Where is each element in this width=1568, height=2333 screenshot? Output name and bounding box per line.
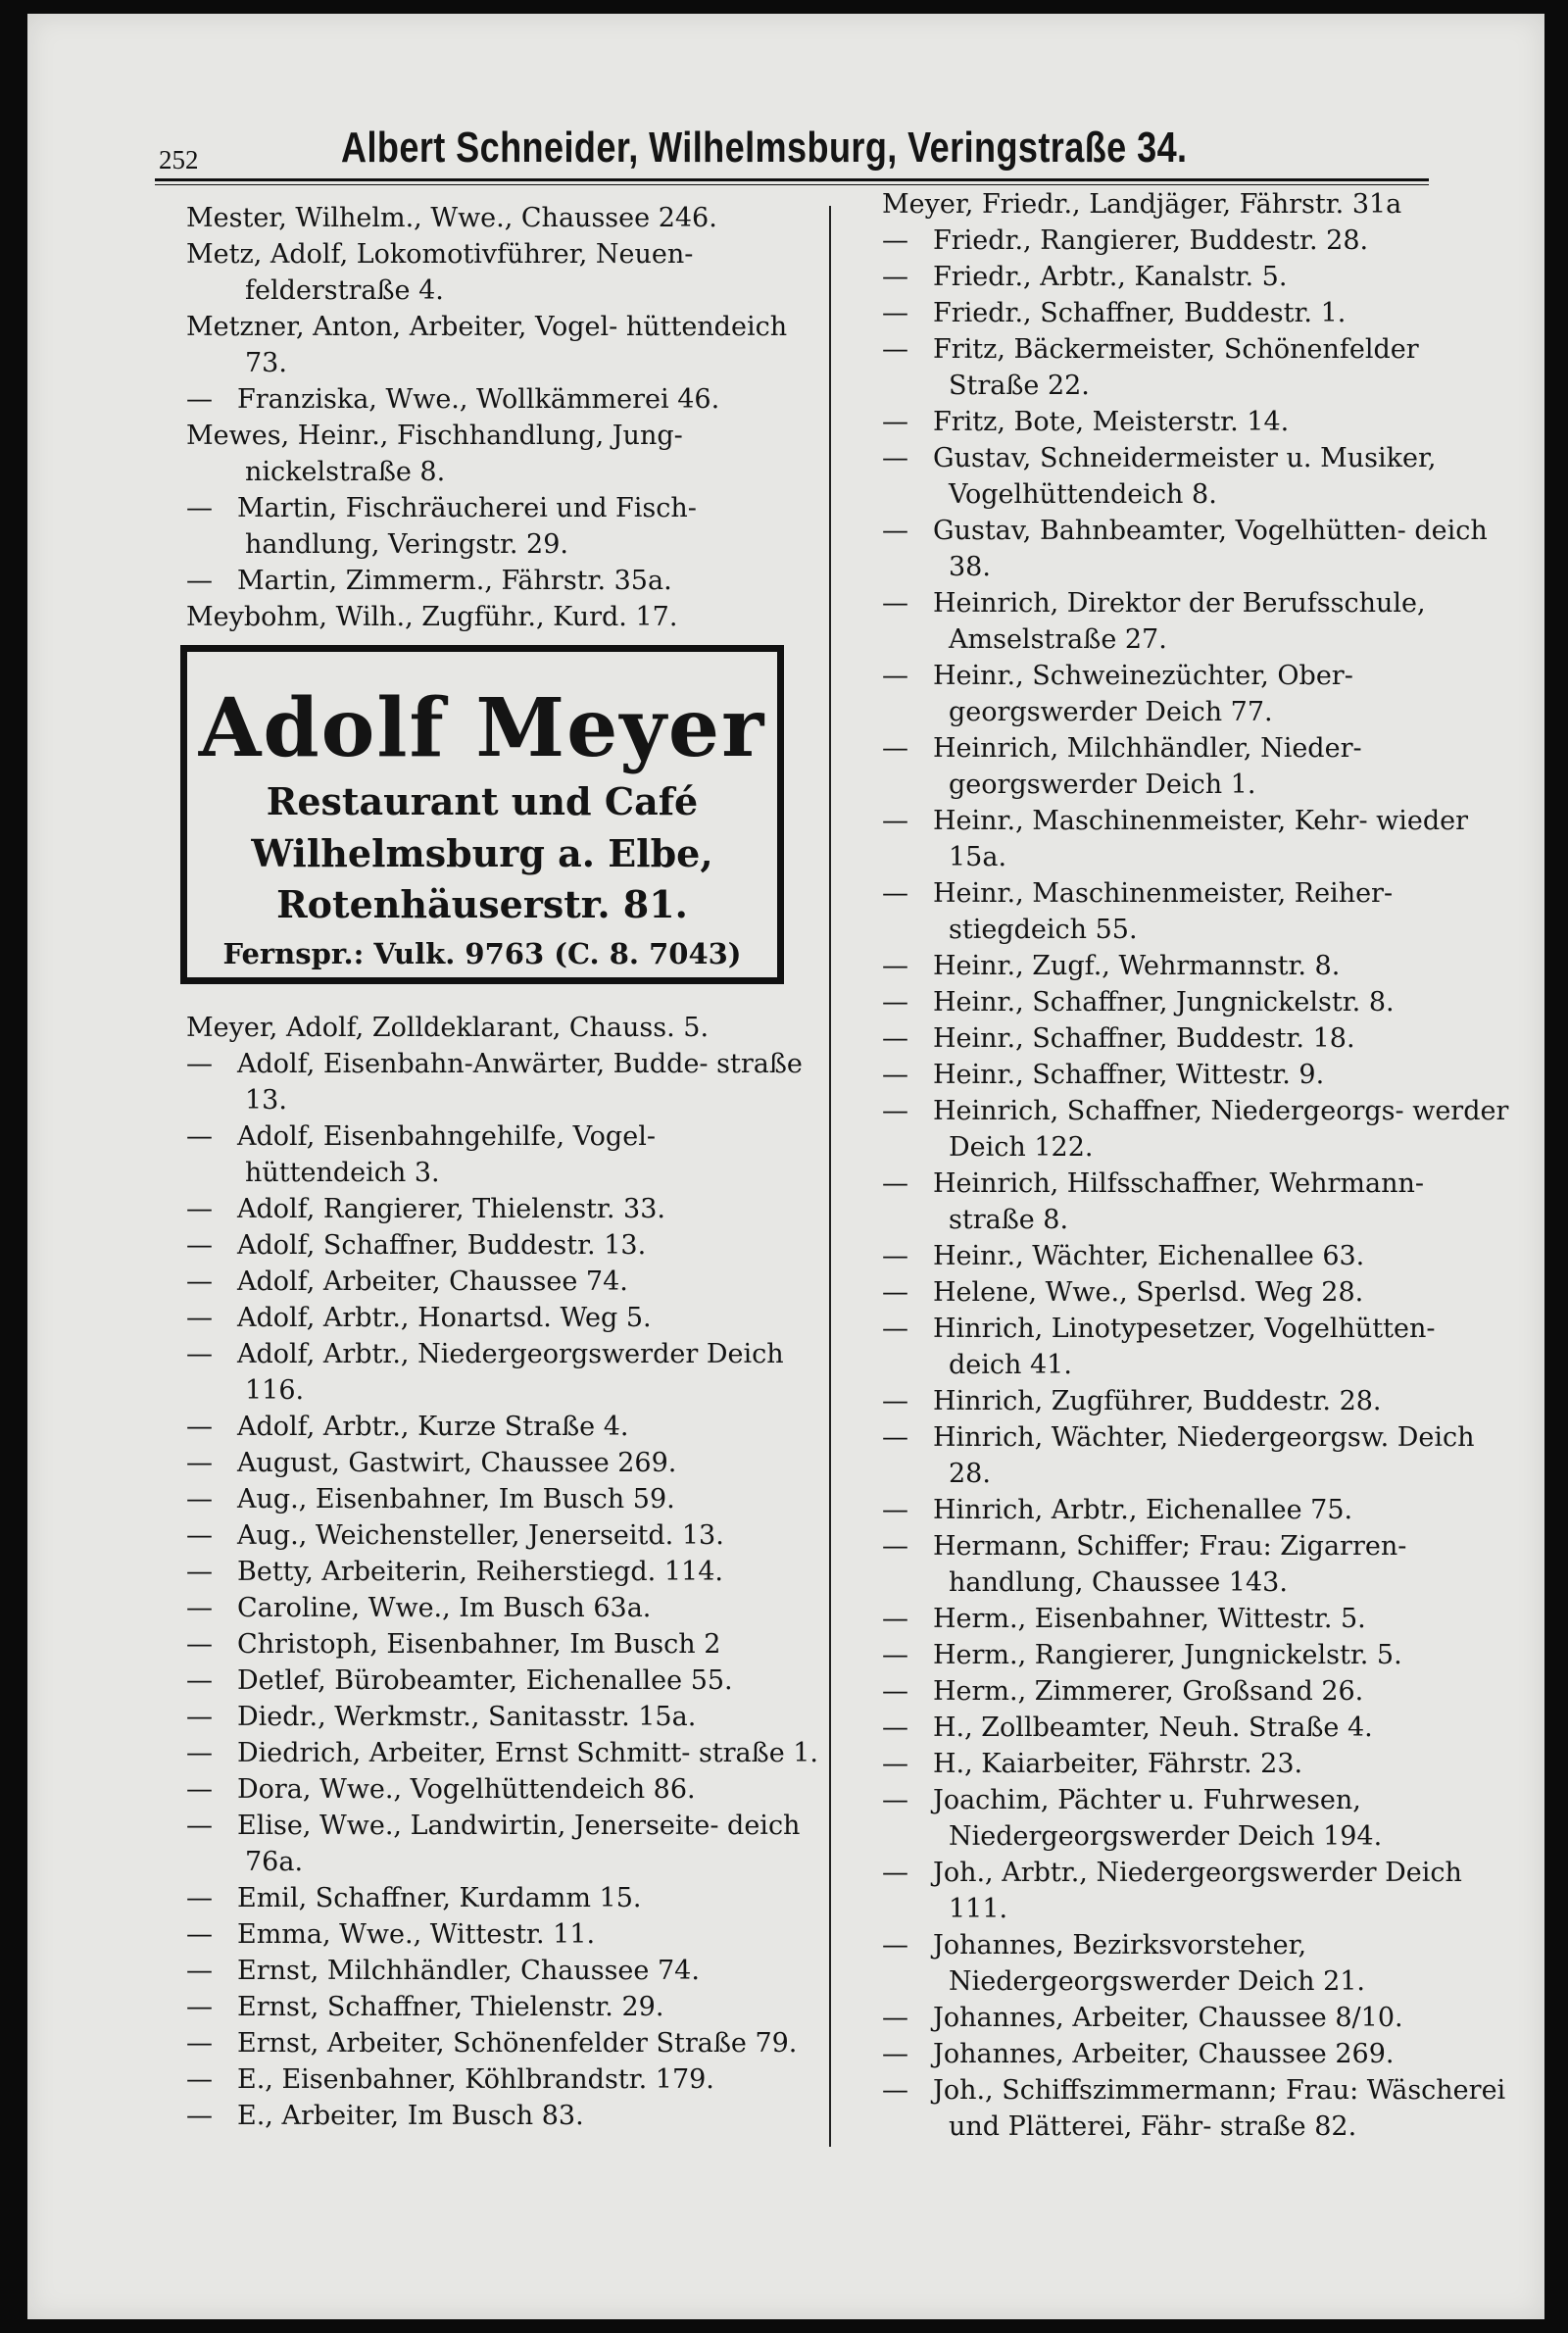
entry-text: Hinrich, Wächter, Niedergeorgsw. Deich 28. [933,1422,1475,1489]
directory-entry [882,803,1509,875]
repeat-dash: — [186,1049,213,1079]
repeat-dash: — [186,2101,213,2131]
entry-text: H., Zollbeamter, Neuh. Straße 4. [933,1713,1373,1743]
directory-entry [882,404,1509,440]
repeat-dash: — [882,733,908,764]
directory-entry [882,1020,1509,1057]
directory-entry [882,1419,1509,1492]
entry-text: Heinrich, Hilfsschaffner, Wehrmann- straße 8. [933,1168,1424,1235]
entry-text: Friedr., Schaffner, Buddestr. 1. [933,298,1347,328]
repeat-dash: — [882,262,908,292]
repeat-dash: — [882,951,908,981]
directory-entry [186,1916,823,1953]
page-number: 252 [159,145,199,174]
entry-text: E., Arbeiter, Im Busch 83. [237,2101,584,2131]
repeat-dash: — [186,1629,213,1660]
entry-text: H., Kaiarbeiter, Fährstr. 23. [933,1749,1303,1779]
directory-entry [882,1093,1509,1166]
repeat-dash: — [186,1992,213,2022]
repeat-dash: — [186,1665,213,1696]
directory-entry [186,599,823,635]
entry-text: Adolf, Arbtr., Kurze Straße 4. [237,1412,629,1442]
directory-entry [186,1481,823,1517]
right-entries [882,186,1509,2145]
entry-text: Heinr., Wächter, Eichenallee 63. [933,1241,1365,1271]
directory-entry [186,2025,823,2061]
repeat-dash: — [186,566,213,596]
entry-text: Herm., Zimmerer, Großsand 26. [933,1676,1364,1707]
repeat-dash: — [186,1520,213,1551]
entry-text: Dora, Wwe., Vogelhüttendeich 86. [237,1774,696,1805]
entry-text: Ernst, Milchhändler, Chaussee 74. [237,1956,700,1986]
directory-entry [882,440,1509,513]
entry-text: Aug., Weichensteller, Jenerseitd. 13. [237,1520,724,1551]
entry-text: Diedr., Werkmstr., Sanitasstr. 15a. [237,1702,697,1732]
left-bottom-entries [186,1010,823,2134]
repeat-dash: — [186,384,213,415]
entry-text: Gustav, Schneidermeister u. Musiker, Vogelhüttendeich 8. [933,443,1437,510]
repeat-dash: — [882,661,908,691]
directory-entry [882,223,1509,259]
repeat-dash: — [186,1593,213,1623]
repeat-dash: — [186,1230,213,1261]
ad-subtitle: Restaurant und Café [266,779,699,823]
repeat-dash: — [882,1930,908,1961]
directory-entry [186,490,823,563]
repeat-dash: — [186,1919,213,1950]
directory-entry [882,730,1509,803]
repeat-dash: — [186,1412,213,1442]
entry-text: Heinr., Maschinenmeister, Reiher- stiegdeich 55. [933,878,1394,945]
ad-business-name: Adolf Meyer [198,681,766,775]
repeat-dash: — [186,2028,213,2059]
repeat-dash: — [186,1738,213,1768]
directory-entry [882,1274,1509,1311]
repeat-dash: — [882,1676,908,1707]
entry-text: Christoph, Eisenbahner, Im Busch 2 [237,1629,721,1660]
directory-entry [186,1626,823,1663]
directory-entry [882,2000,1509,2036]
repeat-dash: — [882,1495,908,1525]
entry-text: Herm., Eisenbahner, Wittestr. 5. [933,1604,1366,1634]
directory-entry [882,1927,1509,2000]
repeat-dash: — [186,1956,213,1986]
entry-text: Hinrich, Linotypesetzer, Vogelhütten- deich 41. [933,1314,1436,1380]
entry-text: Metzner, Anton, Arbeiter, Vogel- hüttendeich 73. [186,312,788,378]
directory-entry [186,1046,823,1118]
repeat-dash: — [186,1339,213,1369]
repeat-dash: — [882,806,908,836]
entry-text: Heinr., Zugf., Wehrmannstr. 8. [933,951,1341,981]
entry-text: Franziska, Wwe., Wollkämmerei 46. [237,384,720,415]
entry-text: Hinrich, Arbtr., Eichenallee 75. [933,1495,1353,1525]
directory-entry [882,331,1509,404]
directory-entry [186,2061,823,2098]
directory-entry [882,1528,1509,1601]
directory-entry [882,1782,1509,1855]
directory-page [27,14,1544,2319]
repeat-dash: — [882,1096,908,1126]
entry-text: Helene, Wwe., Sperlsd. Weg 28. [933,1277,1364,1308]
repeat-dash: — [186,493,213,523]
repeat-dash: — [186,1121,213,1152]
directory-entry [186,1953,823,1989]
entry-text: Heinrich, Schaffner, Niedergeorgs- werder Deich 122. [933,1096,1509,1163]
entry-text: Heinr., Schaffner, Wittestr. 9. [933,1060,1325,1090]
entry-text: August, Gastwirt, Chaussee 269. [237,1448,677,1478]
entry-text: Ernst, Schaffner, Thielenstr. 29. [237,1992,664,2022]
repeat-dash: — [882,334,908,365]
repeat-dash: — [186,1774,213,1805]
directory-entry [186,1010,823,1046]
entry-text: Johannes, Bezirksvorsteher, Niedergeorgswerder Deich 21. [933,1930,1366,1997]
directory-entry [882,1746,1509,1782]
directory-entry [882,186,1509,223]
entry-text: Martin, Fischräucherei und Fisch- handlung, Veringstr. 29. [237,493,697,560]
repeat-dash: — [882,1168,908,1199]
ad-address-line-1: Wilhelmsburg a. Elbe, [251,831,713,875]
directory-entry [186,1554,823,1590]
directory-entry [882,1855,1509,1927]
entry-text: Emil, Schaffner, Kurdamm 15. [237,1883,642,1913]
entry-text: Friedr., Arbtr., Kanalstr. 5. [933,262,1288,292]
repeat-dash: — [882,1023,908,1054]
header-rule [155,178,1429,181]
repeat-dash: — [882,1604,908,1634]
entry-text: Joachim, Pächter u. Fuhrwesen, Niedergeorgswerder Deich 194. [933,1785,1383,1852]
entry-text: Heinrich, Direktor der Berufsschule, Amselstraße 27. [933,588,1426,655]
directory-entry [186,1227,823,1264]
entry-text: Hermann, Schiffer; Frau: Zigarren- handlung, Chaussee 143. [933,1531,1407,1598]
entry-text: Detlef, Bürobeamter, Eichenallee 55. [237,1665,733,1696]
directory-entry [186,563,823,599]
entry-text: Adolf, Rangierer, Thielenstr. 33. [237,1194,665,1224]
directory-entry [186,1118,823,1191]
repeat-dash: — [882,1241,908,1271]
repeat-dash: — [186,1557,213,1587]
repeat-dash: — [882,588,908,619]
entry-text: Johannes, Arbeiter, Chaussee 8/10. [933,2003,1403,2033]
repeat-dash: — [882,1785,908,1815]
entry-text: Adolf, Eisenbahn-Anwärter, Budde- straße 13. [237,1049,803,1116]
directory-entry [186,1336,823,1409]
entry-text: Heinr., Schweinezüchter, Ober- georgswerder Deich 77. [933,661,1353,727]
entry-text: Metz, Adolf, Lokomotivführer, Neuen- felderstraße 4. [186,239,694,306]
repeat-dash: — [882,2075,908,2106]
repeat-dash: — [882,225,908,256]
repeat-dash: — [882,1422,908,1453]
directory-entry [186,1735,823,1771]
directory-entry [186,1191,823,1227]
repeat-dash: — [882,407,908,437]
repeat-dash: — [882,443,908,473]
repeat-dash: — [882,1749,908,1779]
entry-text: Diedrich, Arbeiter, Ernst Schmitt- straße 1. [237,1738,819,1768]
directory-entry [186,1808,823,1880]
directory-entry [186,236,823,309]
directory-entry [882,1238,1509,1274]
entry-text: Fritz, Bote, Meisterstr. 14. [933,407,1290,437]
entry-text: Heinr., Schaffner, Jungnickelstr. 8. [933,987,1395,1018]
entry-text: Heinrich, Milchhändler, Nieder- georgswerder Deich 1. [933,733,1362,800]
repeat-dash: — [186,2064,213,2095]
entry-text: Adolf, Arbeiter, Chaussee 74. [237,1266,628,1297]
directory-entry [882,259,1509,295]
header-rule-thin [155,184,1429,185]
right-column [882,186,1509,2145]
directory-entry [186,1699,823,1735]
left-column [186,200,823,2134]
entry-text: Elise, Wwe., Landwirtin, Jenerseite- deich 76a. [237,1811,801,1877]
directory-entry [882,658,1509,730]
directory-entry [882,984,1509,1020]
directory-entry [882,2036,1509,2072]
repeat-dash: — [882,1713,908,1743]
directory-entry [882,1492,1509,1528]
directory-entry [882,1057,1509,1093]
entry-text: Meybohm, Wilh., Zugführ., Kurd. 17. [186,602,678,632]
repeat-dash: — [882,1277,908,1308]
entry-text: Fritz, Bäckermeister, Schönenfelder Straße 22. [933,334,1419,401]
repeat-dash: — [882,2039,908,2069]
column-divider [829,206,831,2147]
directory-entry [186,309,823,381]
entry-text: Joh., Arbtr., Niedergeorgswerder Deich 111. [933,1858,1462,1924]
entry-text: Aug., Eisenbahner, Im Busch 59. [237,1484,675,1514]
entry-text: Martin, Zimmerm., Fährstr. 35a. [237,566,672,596]
repeat-dash: — [186,1811,213,1841]
repeat-dash: — [186,1303,213,1333]
entry-text: Meyer, Adolf, Zolldeklarant, Chauss. 5. [186,1013,710,1043]
entry-text: Joh., Schiffszimmermann; Frau: Wäscherei und Plätterei, Fähr- straße 82. [933,2075,1506,2142]
entry-text: Adolf, Arbtr., Niedergeorgswerder Deich 116. [237,1339,784,1406]
directory-entry [186,418,823,490]
repeat-dash: — [882,1858,908,1888]
entry-text: Johannes, Arbeiter, Chaussee 269. [933,2039,1395,2069]
directory-entry [186,1445,823,1481]
directory-entry [882,1383,1509,1419]
directory-entry [882,875,1509,948]
entry-text: Mewes, Heinr., Fischhandlung, Jung- nickelstraße 8. [186,421,683,487]
repeat-dash: — [882,516,908,546]
repeat-dash: — [186,1702,213,1732]
left-top-entries [186,200,823,635]
ad-address-line-2: Rotenhäuserstr. 81. [276,882,688,926]
directory-entry [186,1517,823,1554]
directory-entry [882,2072,1509,2145]
entry-text: Emma, Wwe., Wittestr. 11. [237,1919,596,1950]
entry-text: Adolf, Schaffner, Buddestr. 13. [237,1230,647,1261]
directory-entry [186,1300,823,1336]
directory-entry [186,2098,823,2134]
running-title: Albert Schneider, Wilhelmsburg, Veringstraße 34. [341,124,1188,172]
repeat-dash: — [882,1314,908,1344]
entry-text: Friedr., Rangierer, Buddestr. 28. [933,225,1369,256]
entry-text: Meyer, Friedr., Landjäger, Fährstr. 31a [882,189,1402,220]
directory-entry [882,1311,1509,1383]
repeat-dash: — [186,1484,213,1514]
repeat-dash: — [882,2003,908,2033]
directory-entry [186,1771,823,1808]
repeat-dash: — [882,1060,908,1090]
ad-phone: Fernspr.: Vulk. 9763 (C. 8. 7043) [222,937,742,970]
entry-text: E., Eisenbahner, Köhlbrandstr. 179. [237,2064,714,2095]
directory-entry [186,381,823,418]
directory-entry [882,1601,1509,1637]
entry-text: Hinrich, Zugführer, Buddestr. 28. [933,1386,1382,1416]
directory-entry [186,200,823,236]
entry-text: Ernst, Arbeiter, Schönenfelder Straße 79. [237,2028,798,2059]
entry-text: Heinr., Schaffner, Buddestr. 18. [933,1023,1355,1054]
directory-entry [882,948,1509,984]
entry-text: Adolf, Eisenbahngehilfe, Vogel- hüttendeich 3. [237,1121,656,1188]
directory-entry [186,1880,823,1916]
directory-entry [882,295,1509,331]
repeat-dash: — [186,1266,213,1297]
repeat-dash: — [186,1448,213,1478]
directory-entry [186,1264,823,1300]
page-header [27,14,1544,174]
entry-text: Adolf, Arbtr., Honartsd. Weg 5. [237,1303,652,1333]
entry-text: Herm., Rangierer, Jungnickelstr. 5. [933,1640,1402,1670]
repeat-dash: — [882,1640,908,1670]
repeat-dash: — [882,1531,908,1562]
advertisement-box [180,645,784,984]
directory-entry [882,1710,1509,1746]
repeat-dash: — [882,298,908,328]
repeat-dash: — [186,1194,213,1224]
repeat-dash: — [882,987,908,1018]
directory-entry [186,1663,823,1699]
directory-entry [882,1166,1509,1238]
directory-entry [186,1590,823,1626]
repeat-dash: — [882,1386,908,1416]
directory-entry [882,1673,1509,1710]
repeat-dash: — [882,878,908,909]
entry-text: Gustav, Bahnbeamter, Vogelhütten- deich 38. [933,516,1488,582]
repeat-dash: — [186,1883,213,1913]
entry-text: Betty, Arbeiterin, Reiherstiegd. 114. [237,1557,723,1587]
directory-entry [882,1637,1509,1673]
entry-text: Caroline, Wwe., Im Busch 63a. [237,1593,652,1623]
directory-entry [186,1409,823,1445]
entry-text: Mester, Wilhelm., Wwe., Chaussee 246. [186,203,717,233]
directory-entry [882,585,1509,658]
directory-entry [186,1989,823,2025]
directory-entry [882,513,1509,585]
entry-text: Heinr., Maschinenmeister, Kehr- wieder 15a. [933,806,1469,872]
